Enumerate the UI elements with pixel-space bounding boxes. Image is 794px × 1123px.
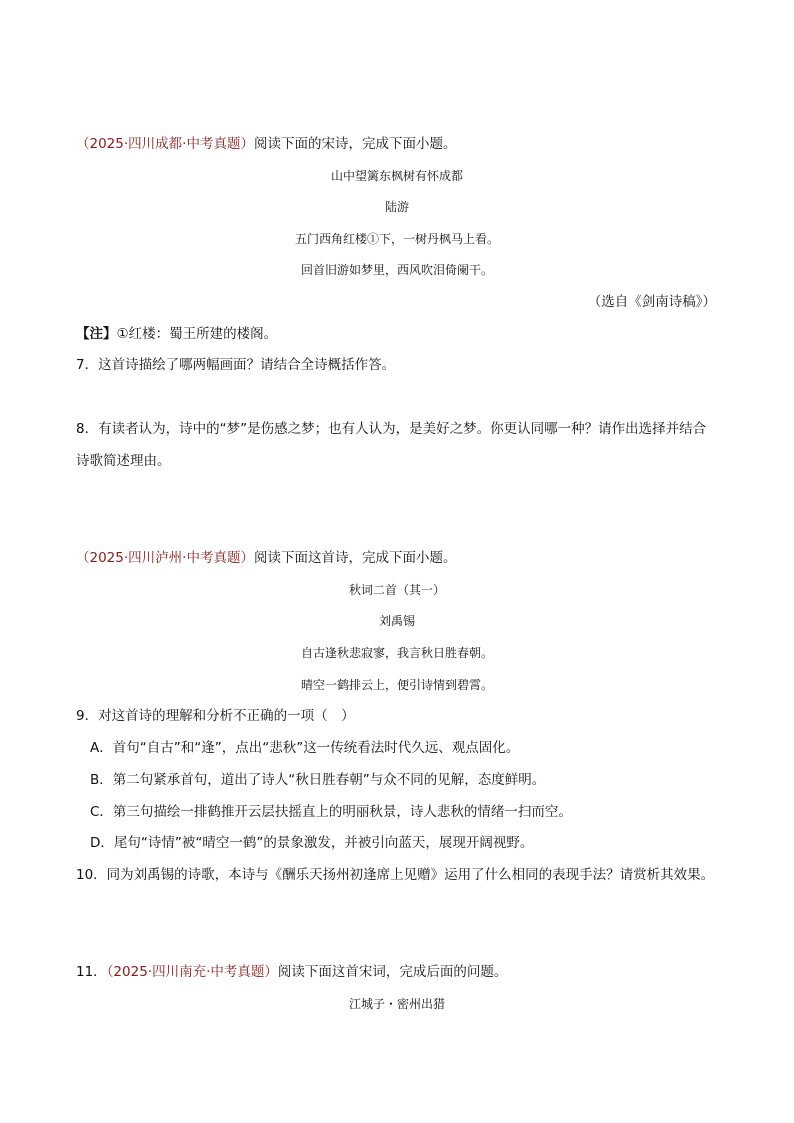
question-11-header — [76, 962, 507, 982]
question-intro: 阅读下面这首宋词，完成后面的问题。 — [277, 964, 508, 980]
option-a: A．首句“自古”和“逢”，点出“悲秋”这一传统看法时代久远、观点固化。 — [90, 740, 520, 756]
poem-author: 陆游 — [384, 200, 409, 214]
poem-source: （选自《剑南诗稿》） — [587, 294, 716, 310]
footnote — [76, 324, 277, 344]
footnote-text: ①红楼：蜀王所建的楼阁。 — [116, 326, 278, 342]
question-intro: 阅读下面的宋诗，完成下面小题。 — [253, 136, 457, 152]
exam-source: （2025·四川成都·中考真题） — [76, 136, 254, 152]
question-10: 10．同为刘禹锡的诗歌，本诗与《酬乐天扬州初逢席上见赠》运用了什么相同的表现手法？请赏析其效果。 — [76, 867, 715, 883]
question-8: 8．有读者认为，诗中的“梦”是伤感之梦；也有人认为，是美好之梦。你更认同哪一种？请作出选择并结合 — [76, 421, 707, 437]
exam-source: （2025·四川泸州·中考真题） — [76, 550, 254, 566]
option-d: D．尾句“诗情”被“晴空一鹤”的景象激发，并被引向蓝天，展现开阔视野。 — [90, 835, 534, 851]
question-intro: 阅读下面这首诗，完成下面小题。 — [253, 550, 457, 566]
question-number: 11． — [76, 964, 107, 980]
poem-line: 自古逢秋悲寂寥，我言秋日胜春朝。 — [300, 646, 493, 660]
question-9: 9．对这首诗的理解和分析不正确的一项（ ） — [76, 708, 355, 724]
option-b: B．第二句紧承首句，道出了诗人“秋日胜春朝”与众不同的见解，态度鲜明。 — [90, 772, 546, 788]
footnote-label: 【注】 — [76, 326, 117, 342]
option-c: C．第三句描绘一排鹤推开云层扶摇直上的明丽秋景，诗人悲秋的情绪一扫而空。 — [90, 804, 572, 820]
question-header — [76, 134, 456, 154]
question-header — [76, 548, 456, 568]
poem-line: 五门西角红楼①下，一树丹枫马上看。 — [294, 232, 499, 246]
poem-line: 晴空一鹤排云上，便引诗情到碧霄。 — [300, 678, 493, 692]
poem-line: 回首旧游如梦里，西风吹泪倚阑干。 — [300, 263, 493, 277]
poem-author: 刘禹锡 — [378, 614, 415, 628]
question-8-continued: 诗歌简述理由。 — [76, 453, 171, 469]
poem-title: 秋词二首（其一） — [348, 583, 445, 597]
exam-source: （2025·四川南充·中考真题） — [106, 964, 278, 980]
poem-title: 山中望篱东枫树有怀成都 — [330, 169, 463, 183]
poem-title: 江城子・密州出猎 — [348, 997, 445, 1011]
question-7: 7．这首诗描绘了哪两幅画面？请结合全诗概括作答。 — [76, 357, 396, 373]
